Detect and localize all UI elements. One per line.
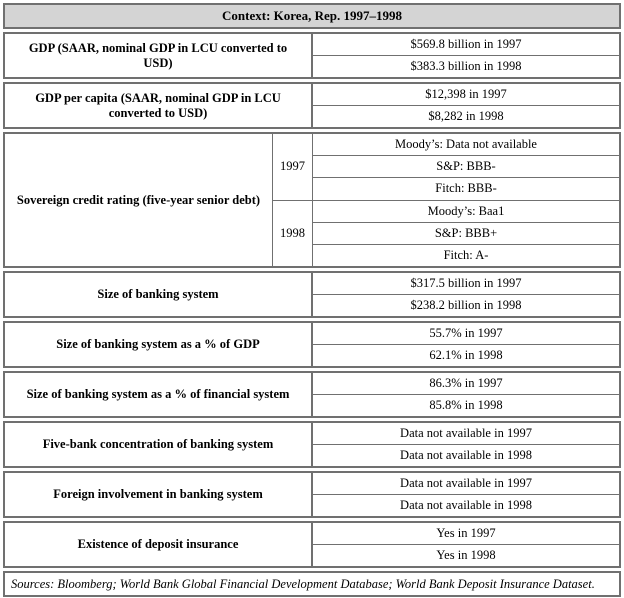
value-banking-size-1997: $317.5 billion in 1997 [410,276,522,290]
section-label-five-bank-concentration: Five-bank concentration of banking system [5,423,313,466]
value-banking-pct-gdp-1997: 55.7% in 1997 [429,326,503,340]
section-values-gdp [313,34,619,77]
section-values-foreign-involvement [313,473,619,516]
rating-1998-moodys: Moody’s: Baa1 [313,200,619,222]
section-banking-pct-financial-system [3,371,621,418]
value-banking-pct-gdp-1998: 62.1% in 1998 [313,344,619,366]
value-foreign-involvement-1997: Data not available in 1997 [400,476,532,490]
value-banking-pct-fin-1998: 85.8% in 1998 [313,394,619,416]
section-values-five-bank-concentration [313,423,619,466]
credit-rating-year-column [273,134,313,266]
section-values-banking-system-size [313,273,619,316]
value-banking-pct-fin-1997: 86.3% in 1997 [429,376,503,390]
section-label-banking-system-size: Size of banking system [5,273,313,316]
value-foreign-involvement-1998: Data not available in 1998 [313,494,619,516]
rating-1998-fitch: Fitch: A- [313,244,619,266]
value-five-bank-1997: Data not available in 1997 [400,426,532,440]
section-sovereign-credit-rating [3,132,621,268]
section-label-foreign-involvement: Foreign involvement in banking system [5,473,313,516]
value-gdp-1997: $569.8 billion in 1997 [410,37,522,51]
rating-1997-sp: S&P: BBB- [313,155,619,177]
section-label-sovereign-credit-rating: Sovereign credit rating (five-year senior debt) [5,134,273,266]
value-five-bank-1998: Data not available in 1998 [313,444,619,466]
section-values-banking-pct-financial-system [313,373,619,416]
section-label-gdp: GDP (SAAR, nominal GDP in LCU converted to USD) [5,34,313,77]
section-values-gdp-per-capita [313,84,619,127]
section-deposit-insurance [3,521,621,568]
credit-rating-values-column [313,134,619,266]
value-gdp-per-capita-1998: $8,282 in 1998 [313,105,619,127]
rating-1997-fitch: Fitch: BBB- [313,177,619,199]
section-gdp-per-capita [3,82,621,129]
section-values-deposit-insurance [313,523,619,566]
value-banking-size-1998: $238.2 billion in 1998 [313,294,619,316]
section-label-deposit-insurance: Existence of deposit insurance [5,523,313,566]
section-values-banking-pct-gdp [313,323,619,366]
value-gdp-1998: $383.3 billion in 1998 [313,55,619,77]
rating-1997-moodys: Moody’s: Data not available [395,137,537,152]
table-title-bar [3,3,621,29]
section-label-gdp-per-capita: GDP per capita (SAAR, nominal GDP in LCU converted to USD) [5,84,313,127]
section-banking-pct-gdp [3,321,621,368]
section-foreign-involvement [3,471,621,518]
sources-row [3,571,621,597]
value-gdp-per-capita-1997: $12,398 in 1997 [425,87,507,101]
section-label-banking-pct-financial-system: Size of banking system as a % of financial system [5,373,313,416]
section-gdp [3,32,621,79]
value-deposit-insurance-1997: Yes in 1997 [436,526,496,540]
section-label-banking-pct-gdp: Size of banking system as a % of GDP [5,323,313,366]
value-deposit-insurance-1998: Yes in 1998 [313,544,619,566]
credit-rating-year-1997: 1997 [280,159,305,174]
section-banking-system-size [3,271,621,318]
credit-rating-year-1998: 1998 [273,200,312,267]
sources-text: Sources: Bloomberg; World Bank Global Financial Development Database; World Bank Deposit Insurance Dataset. [11,576,595,591]
section-five-bank-concentration [3,421,621,468]
table-title: Context: Korea, Rep. 1997–1998 [222,8,402,23]
rating-1998-sp: S&P: BBB+ [313,222,619,244]
